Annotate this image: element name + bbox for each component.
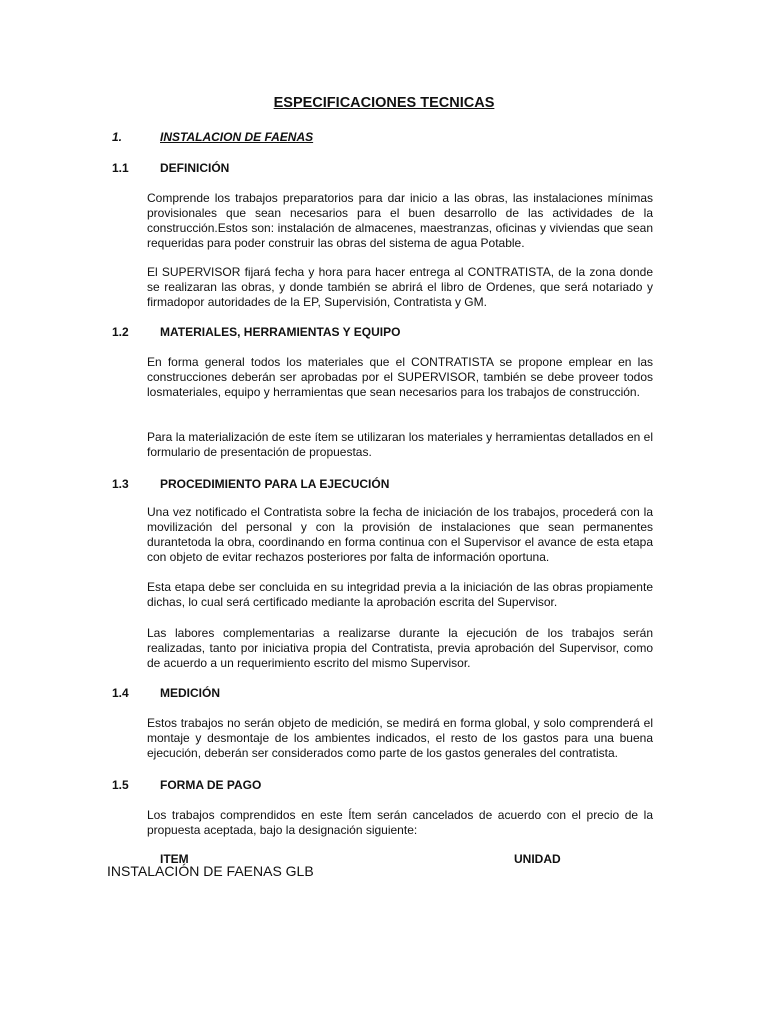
section-title: MATERIALES, HERRAMIENTAS Y EQUIPO [160,325,401,339]
section-title: PROCEDIMIENTO PARA LA EJECUCIÓN [160,477,390,491]
paragraph: Comprende los trabajos preparatorios para dar inicio a las obras, las instalaciones mínimas provisionales que sean necesarios para el buen desarrollo de las actividades de la construcción.Estos son: instalación de almacenes, maestranzas, oficinas y viviendas que sean requeridas para poder construir las obras del sistema de agua Potable. [147,191,653,250]
paragraph: Estos trabajos no serán objeto de medición, se medirá en forma global, y solo comprenderá el montaje y desmontaje de los ambientes indicados, el resto de los gastos para una buena ejecución, deberán ser considerados como parte de los gastos generales del contratista. [147,716,653,760]
section-number: 1. [112,130,123,144]
section-number: 1.1 [112,161,129,175]
section-title: INSTALACION DE FAENAS [160,130,314,144]
section-title: FORMA DE PAGO [160,778,262,792]
paragraph: Las labores complementarias a realizarse durante la ejecución de los trabajos serán realizadas, tanto por iniciativa propia del Contratista, previa aprobación del Supervisor, como de acuerdo a un requerimiento escrito del mismo Supervisor. [147,626,653,670]
paragraph: Los trabajos comprendidos en este Ítem serán cancelados de acuerdo con el precio de la propuesta aceptada, bajo la designación siguiente: [147,808,653,837]
section-number: 1.4 [112,686,129,700]
document-title: ESPECIFICACIONES TECNICAS [273,95,495,111]
table-header-item: ITEM [160,852,189,866]
footer-item-line: INSTALACIÓN DE FAENAS GLB [107,863,314,879]
section-number: 1.5 [112,778,129,792]
paragraph: Para la materialización de este ítem se utilizaran los materiales y herramientas detallados en el formulario de presentación de propuestas. [147,430,653,459]
section-title: DEFINICIÓN [160,161,230,175]
section-number: 1.2 [112,325,129,339]
paragraph: El SUPERVISOR fijará fecha y hora para hacer entrega al CONTRATISTA, de la zona donde se realizaran las obras, y donde también se abrirá el libro de Ordenes, que será notariado y firmadopor autoridades de la EP, Supervisión, Contratista y GM. [147,265,653,309]
paragraph: Una vez notificado el Contratista sobre la fecha de iniciación de los trabajos, procederá con la movilización del personal y con la provisión de instalaciones que sean permanentes durantetoda la obra, coordinando en forma continua con el Supervisor el avance de esta etapa con objeto de evitar rechazos posteriores por falta de información oportuna. [147,505,653,564]
paragraph: En forma general todos los materiales que el CONTRATISTA se propone emplear en las construcciones deberán ser aprobadas por el SUPERVISOR, también se debe proveer todos losmateriales, equipo y herramientas que sean necesarios para los trabajos de construcción. [147,355,653,399]
table-header-unit: UNIDAD [514,852,561,866]
paragraph: Esta etapa debe ser concluida en su integridad previa a la iniciación de las obras propiamente dichas, lo cual será certificado mediante la aprobación escrita del Supervisor. [147,580,653,609]
section-title: MEDICIÓN [160,686,220,700]
section-number: 1.3 [112,477,129,491]
